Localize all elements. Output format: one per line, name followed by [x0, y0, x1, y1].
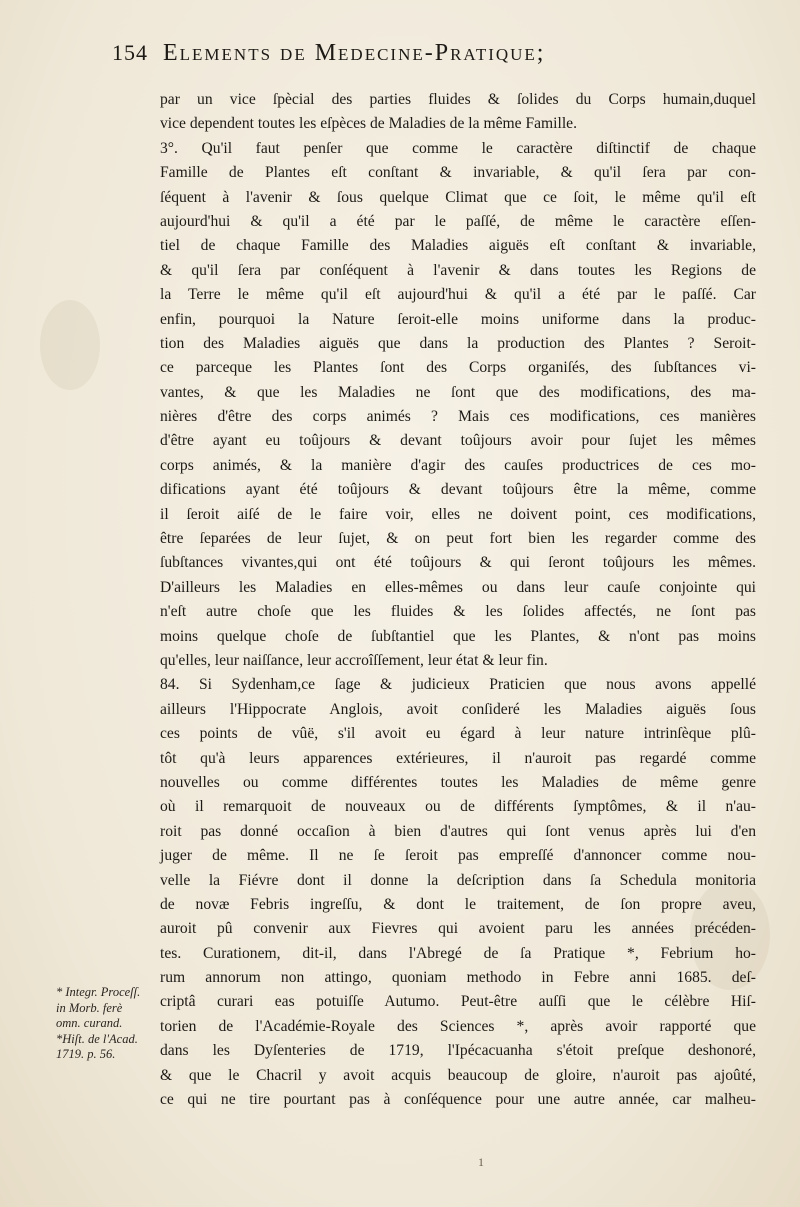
text-line: Famille de Plantes eſt conſtant & invariable, & qu'il ſera par con-: [160, 164, 756, 182]
text-line: rum annorum non attingo, quoniam methodo in Febre anni 1685. deſ-: [160, 969, 756, 987]
text-line: & que le Chacril y avoit acquis beaucoup de gloire, n'auroit pas ajoûté,: [160, 1066, 756, 1084]
text-line: être ſeparées de leur ſujet, & on peut fort bien les regarder comme des: [160, 530, 756, 548]
text-line: 84. Si Sydenham,ce ſage & judicieux Praticien que nous avons appellé: [160, 676, 756, 694]
margin-note-line: 1719. p. 56.: [56, 1047, 116, 1061]
text-line: par un vice ſpècial des parties fluides & ſolides du Corps humain,duquel: [160, 91, 756, 108]
text-line: tôt qu'à leurs apparences extérieures, il n'auroit pas regardé comme: [160, 749, 756, 767]
margin-note-line: omn. curand.: [56, 1016, 123, 1030]
text-line: vantes, & que les Maladies ne ſont que des modifications, des ma-: [160, 383, 756, 401]
text-line: ce qui ne tire pourtant pas à conſéquence pour une autre année, car malheu-: [160, 1091, 756, 1109]
text-line: ſéquent à l'avenir & ſous quelque Climat que ce ſoit, le même qu'il eſt: [160, 188, 756, 206]
running-head: [112, 40, 752, 82]
text-line: n'eſt autre choſe que les fluides & les ſolides affectés, ne ſont pas: [160, 603, 756, 621]
text-line: ces points de vûë, s'il avoit eu égard à leur nature intrinſèque plû-: [160, 725, 756, 743]
paper-stain: [40, 300, 100, 390]
text-line: qu'elles, leur naiſſance, leur accroîſſement, leur état & leur fin.: [160, 651, 548, 669]
text-line: roit pas donné occaſion à bien d'autres qui ſont venus après lui d'en: [160, 822, 756, 840]
text-line: ailleurs l'Hippocrate Anglois, avoit conſideré les Maladies aiguës ſous: [160, 700, 756, 718]
text-line: auroit pû convenir aux Fievres qui avoient paru les années précéden-: [160, 920, 756, 938]
text-line: il ſeroit aiſé de le faire voir, elles ne doivent point, ces modifications,: [160, 505, 756, 523]
text-line: torien de l'Académie-Royale des Sciences *, après avoir rapporté que: [160, 1017, 756, 1035]
margin-note-line: *Hiſt. de l'Acad.: [56, 1031, 138, 1046]
text-line: moins quelque choſe de ſubſtantiel que les Plantes, & n'ont pas moins: [160, 627, 756, 645]
text-line: nouvelles ou comme différentes toutes les Maladies de même genre: [160, 773, 756, 791]
signature-mark: 1: [478, 1155, 484, 1169]
text-line: criptâ curari eas potuiſſe Autumo. Peut-être auſſi que le célèbre Hiſ-: [160, 993, 756, 1011]
text-line: dans les Dyſenteries de 1719, l'Ipécacuanha s'étoit preſque deshonoré,: [160, 1042, 756, 1060]
text-line: de novæ Febris ingreſſu, & dont le traitement, de ſon propre aveu,: [160, 895, 756, 913]
text-line: nières d'être des corps animés ? Mais ces modifications, ces manières: [160, 408, 756, 426]
text-line: & qu'il ſera par conſéquent à l'avenir & dans toutes les Regions de: [160, 261, 756, 279]
text-line: d'être ayant eu toûjours & devant toûjours avoir pour ſujet les mêmes: [160, 432, 756, 450]
margin-note-line: * Integr. Proceſſ.: [56, 985, 141, 999]
text-line: tes. Curationem, dit-il, dans l'Abregé de ſa Pratique *, Febrium ho-: [160, 944, 756, 962]
text-line: ſubſtances vivantes,qui ont été toûjours & qui ſeront toûjours les mêmes.: [160, 554, 756, 572]
page-number: 154: [112, 40, 148, 65]
text-line: où il remarquoit de nouveaux ou de différents ſymptômes, & il n'au-: [160, 798, 756, 816]
text-line: vice dependent toutes les eſpèces de Maladies de la même Famille.: [160, 115, 577, 133]
margin-note: [56, 985, 156, 1063]
text-line: tiel de chaque Famille des Maladies aiguës eſt conſtant & invariable,: [160, 237, 756, 255]
margin-note-line: in Morb. ferè: [56, 1000, 123, 1015]
text-line: D'ailleurs les Maladies en elles-mêmes ou dans leur cauſe conjointe qui: [160, 578, 756, 596]
text-line: corps animés, & la manière d'agir des cauſes productrices de ces mo-: [160, 456, 756, 474]
text-line: velle la Fiévre dont il donne la deſcription dans ſa Schedula monitoria: [160, 871, 756, 889]
text-line: juger de même. Il ne ſe ſeroit pas empreſſé d'annoncer comme nou-: [160, 847, 756, 865]
text-line: difications ayant été toûjours & devant toûjours être la même, comme: [160, 481, 756, 499]
text-line: enfin, pourquoi la Nature ſeroit-elle moins uniforme dans la produc-: [160, 310, 756, 328]
text-line: 3°. Qu'il faut penſer que comme le caractère diſtinctif de chaque: [160, 139, 756, 157]
text-line: aujourd'hui & qu'il a été par le paſſé, de même le caractère eſſen-: [160, 212, 756, 230]
running-title: Elements de Medecine-Pratique;: [163, 40, 546, 66]
text-line: la Terre le même qu'il eſt aujourd'hui & qu'il a été par le paſſé. Car: [160, 286, 756, 304]
text-line: tion des Maladies aiguës que dans la production des Plantes ? Seroit-: [160, 334, 756, 352]
text-line: ce parceque les Plantes ſont des Corps organiſés, des ſubſtances vi-: [160, 359, 756, 377]
body-text: [160, 88, 756, 1112]
